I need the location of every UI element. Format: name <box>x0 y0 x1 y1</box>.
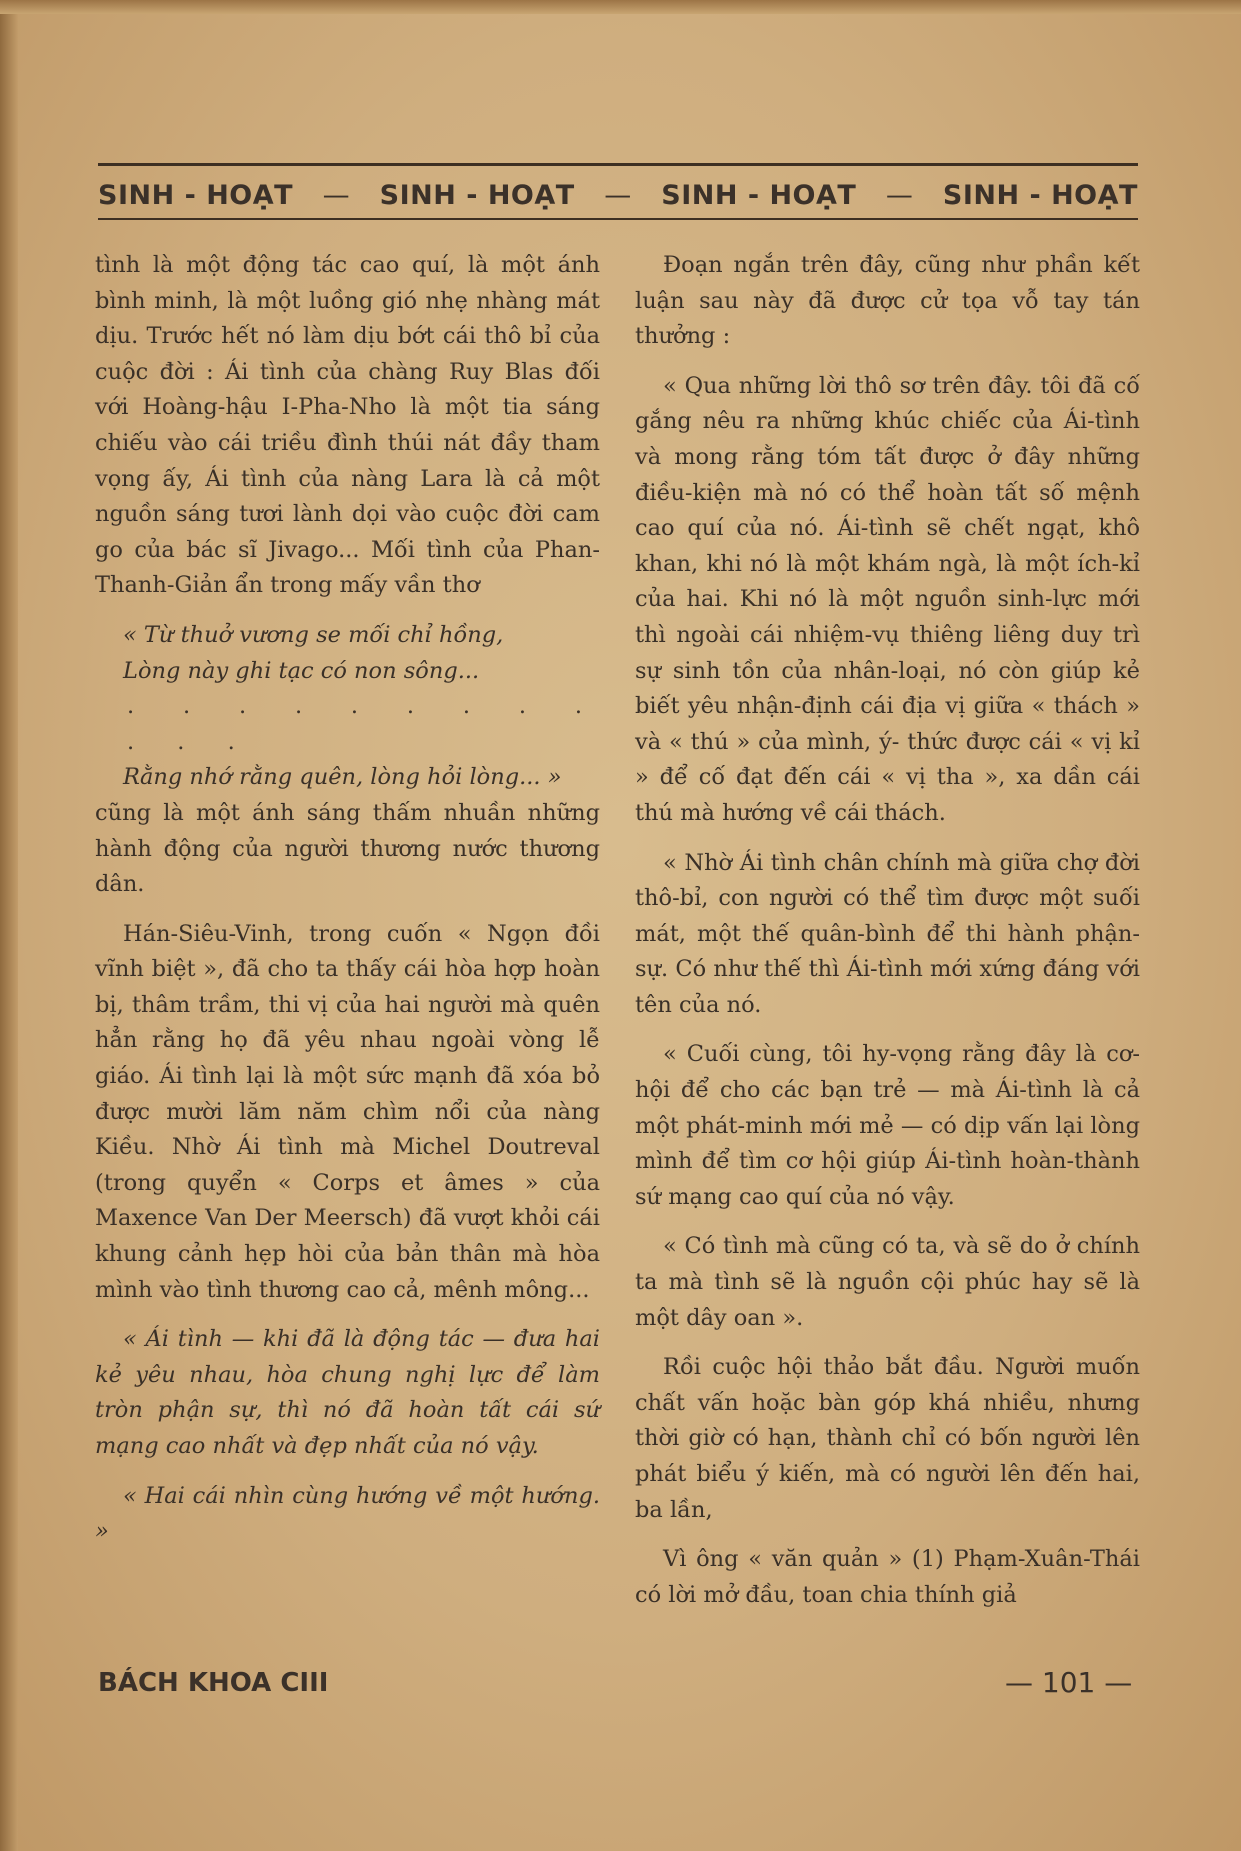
page-top-edge <box>0 0 1241 14</box>
quote: « Hai cái nhìn cùng hướng về một hướng. » <box>95 1482 600 1545</box>
poem-line: Lòng này ghi tạc có non sông... <box>123 657 480 684</box>
header-separator: — <box>322 179 351 211</box>
poem-line: Rằng nhớ rằng quên, lòng hỏi lòng... » <box>123 764 562 791</box>
paragraph: « Nhờ Ái tình chân chính mà giữa chợ đời thô-bỉ, con người có thể tìm được một suối mát, một thế quân-bình để thi hành phận-sự. Có như thế thì Ái-tình mới xứng đáng với tên của nó. <box>635 849 1140 1018</box>
header-item: SINH - HOẠT <box>379 179 575 211</box>
running-header <box>98 175 1138 215</box>
paragraph: « Có tình mà cũng có ta, và sẽ do ở chính ta mà tình sẽ là nguồn cội phúc hay sẽ là một dây oan ». <box>635 1233 1140 1331</box>
poem-ellipsis: . . . . . . . . . . . . <box>127 693 600 755</box>
paragraph: Rồi cuộc hội thảo bắt đầu. Người muốn chất vấn hoặc bàn góp khá nhiều, nhưng thời giờ có hạn, thành chỉ có bốn người lên phát biểu ý kiến, mà có người lên đến hai, ba lần, <box>635 1354 1140 1523</box>
header-item: SINH - HOẠT <box>661 179 857 211</box>
page-number: — 101 — <box>1005 1666 1133 1699</box>
paragraph: tình là một động tác cao quí, là một ánh bình minh, là một luồng gió nhẹ nhàng mát dịu. Trước hết nó làm dịu bớt cái thô bỉ của cuộc đời : Ái tình của chàng Ruy Blas đối với Hoàng-hậu I-Pha-Nho là một tia sáng chiếu vào cái triều đình thúi nát đầy tham vọng ấy, Ái tình của nàng Lara là cả một nguồn sáng tươi lành dọi vào cuộc đời cam go của bác sĩ Jivago... Mối tình của Phan-Thanh-Giản ẩn trong mấy vần thơ <box>95 252 600 599</box>
paragraph: Hán-Siêu-Vinh, trong cuốn « Ngọn đồi vĩnh biệt », đã cho ta thấy cái hòa hợp hoàn bị, thâm trầm, thi vị của hai người mà quên hẳn rằng họ đã yêu nhau ngoài vòng lễ giáo. Ái tình lại là một sức mạnh đã xóa bỏ được mười lăm năm chìm nổi của nàng Kiều. Nhờ Ái tình mà Michel Doutreval (trong quyển « Corps et âmes » của Maxence Van Der Meersch) đã vượt khỏi cái khung cảnh hẹp hòi của bản thân mà hòa mình vào tình thương cao cả, mênh mông... <box>95 920 600 1303</box>
header-separator: — <box>885 179 914 211</box>
header-rule-bottom <box>98 218 1138 220</box>
header-rule-top <box>98 163 1138 166</box>
poem-line: « Từ thuở vương se mối chỉ hồng, <box>123 621 504 648</box>
left-column <box>95 248 600 1550</box>
page-edge-shadow <box>0 0 18 1851</box>
paragraph: « Qua những lời thô sơ trên đây. tôi đã cố gắng nêu ra những khúc chiếc của Ái-tình và mong rằng tóm tất được ở đây những điều-kiện mà nó có thể hoàn tất số mệnh cao quí của nó. Ái-tình sẽ chết ngạt, khô khan, khi nó là một khám ngà, là một ích-kỉ của hai. Khi nó là một nguồn sinh-lực mới thì ngoài cái nhiệm-vụ thiêng liêng duy trì sự sinh tồn của nhân-loại, nó còn giúp kẻ biết yêu nhận-định cái địa vị giữa « thách » và « thú » của mình, ý- thức được cái « vị kỉ » để cố đạt đến cái « vị tha », xa dần cái thú mà hướng về cái thách. <box>635 372 1140 826</box>
quote: « Ái tình — khi đã là động tác — đưa hai kẻ yêu nhau, hòa chung nghị lực để làm tròn phận sự, thì nó đã hoàn tất cái sứ mạng cao nhất và đẹp nhất của nó vậy. <box>95 1326 600 1459</box>
header-item: SINH - HOẠT <box>942 179 1138 211</box>
publication-name: BÁCH KHOA CIII <box>98 1668 329 1698</box>
paragraph: Vì ông « văn quản » (1) Phạm-Xuân-Thái có lời mở đầu, toan chia thính giả <box>635 1546 1140 1608</box>
header-separator: — <box>604 179 632 211</box>
paragraph: cũng là một ánh sáng thấm nhuần những hành động của người thương nước thương dân. <box>95 799 600 898</box>
right-column <box>635 248 1140 1613</box>
paragraph: Đoạn ngắn trên đây, cũng như phần kết luận sau này đã được cử tọa vỗ tay tán thưởng : <box>635 252 1140 350</box>
header-item: SINH - HOẠT <box>98 179 294 211</box>
paragraph: « Cuối cùng, tôi hy-vọng rằng đây là cơ-hội để cho các bạn trẻ — mà Ái-tình là cả một phát-minh mới mẻ — có dịp vấn lại lòng mình để tìm cơ hội giúp Ái-tình hoàn-thành sứ mạng cao quí của nó vậy. <box>635 1041 1140 1210</box>
